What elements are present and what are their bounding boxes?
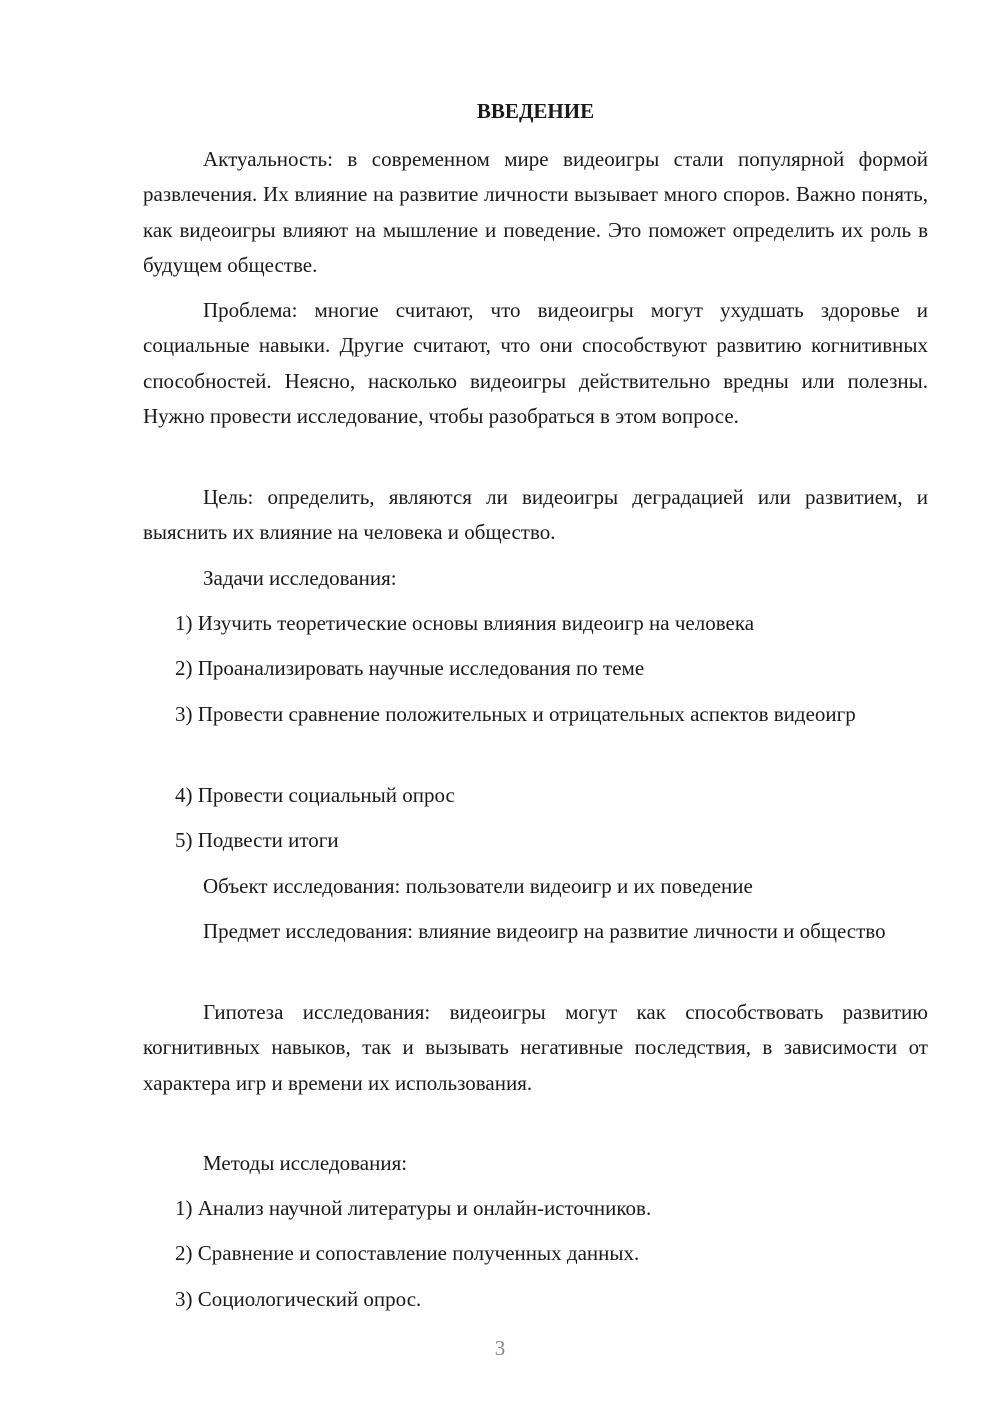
page-number: 3 xyxy=(494,1336,506,1360)
paragraph-object: Объект исследования: пользователи видеоигр и их поведение xyxy=(203,874,753,898)
paragraph-relevance: Актуальность: в современном мире видеоигры стали популярной формой развлечения. Их влияние на развитие личности вызывает много споров. Важно понять, как видеоигры влияют на мышление и поведение. Это поможет определить их роль в будущем обществе. xyxy=(143,147,928,277)
method-item-2: 2) Сравнение и сопоставление полученных данных. xyxy=(175,1241,640,1265)
task-item-4: 4) Провести социальный опрос xyxy=(175,783,455,807)
page-title: ВВЕДЕНИЕ xyxy=(476,99,595,123)
task-item-5: 5) Подвести итоги xyxy=(175,828,339,852)
paragraph-problem: Проблема: многие считают, что видеоигры могут ухудшать здоровье и социальные навыки. Другие считают, что они способствуют развитию когнитивных способностей. Неясно, насколько видеоигры действительно вредны или полезны. Нужно провести исследование, чтобы разобраться в этом вопросе. xyxy=(143,298,928,428)
method-item-1: 1) Анализ научной литературы и онлайн-источников. xyxy=(175,1196,652,1220)
paragraph-methods-heading: Методы исследования: xyxy=(203,1151,408,1175)
paragraph-subject: Предмет исследования: влияние видеоигр на развитие личности и общество xyxy=(203,919,886,943)
task-item-3: 3) Провести сравнение положительных и отрицательных аспектов видеоигр xyxy=(175,702,856,726)
paragraph-hypothesis: Гипотеза исследования: видеоигры могут как способствовать развитию когнитивных навыков, так и вызывать негативные последствия, в зависимости от характера игр и времени их использования. xyxy=(143,1000,928,1095)
task-item-2: 2) Проанализировать научные исследования по теме xyxy=(175,656,645,680)
paragraph-goal: Цель: определить, являются ли видеоигры деградацией или развитием, и выяснить их влияние на человека и общество. xyxy=(143,485,928,545)
task-item-1: 1) Изучить теоретические основы влияния видеоигр на человека xyxy=(175,611,755,635)
method-item-3: 3) Социологический опрос. xyxy=(175,1287,422,1311)
paragraph-tasks-heading: Задачи исследования: xyxy=(203,566,397,590)
